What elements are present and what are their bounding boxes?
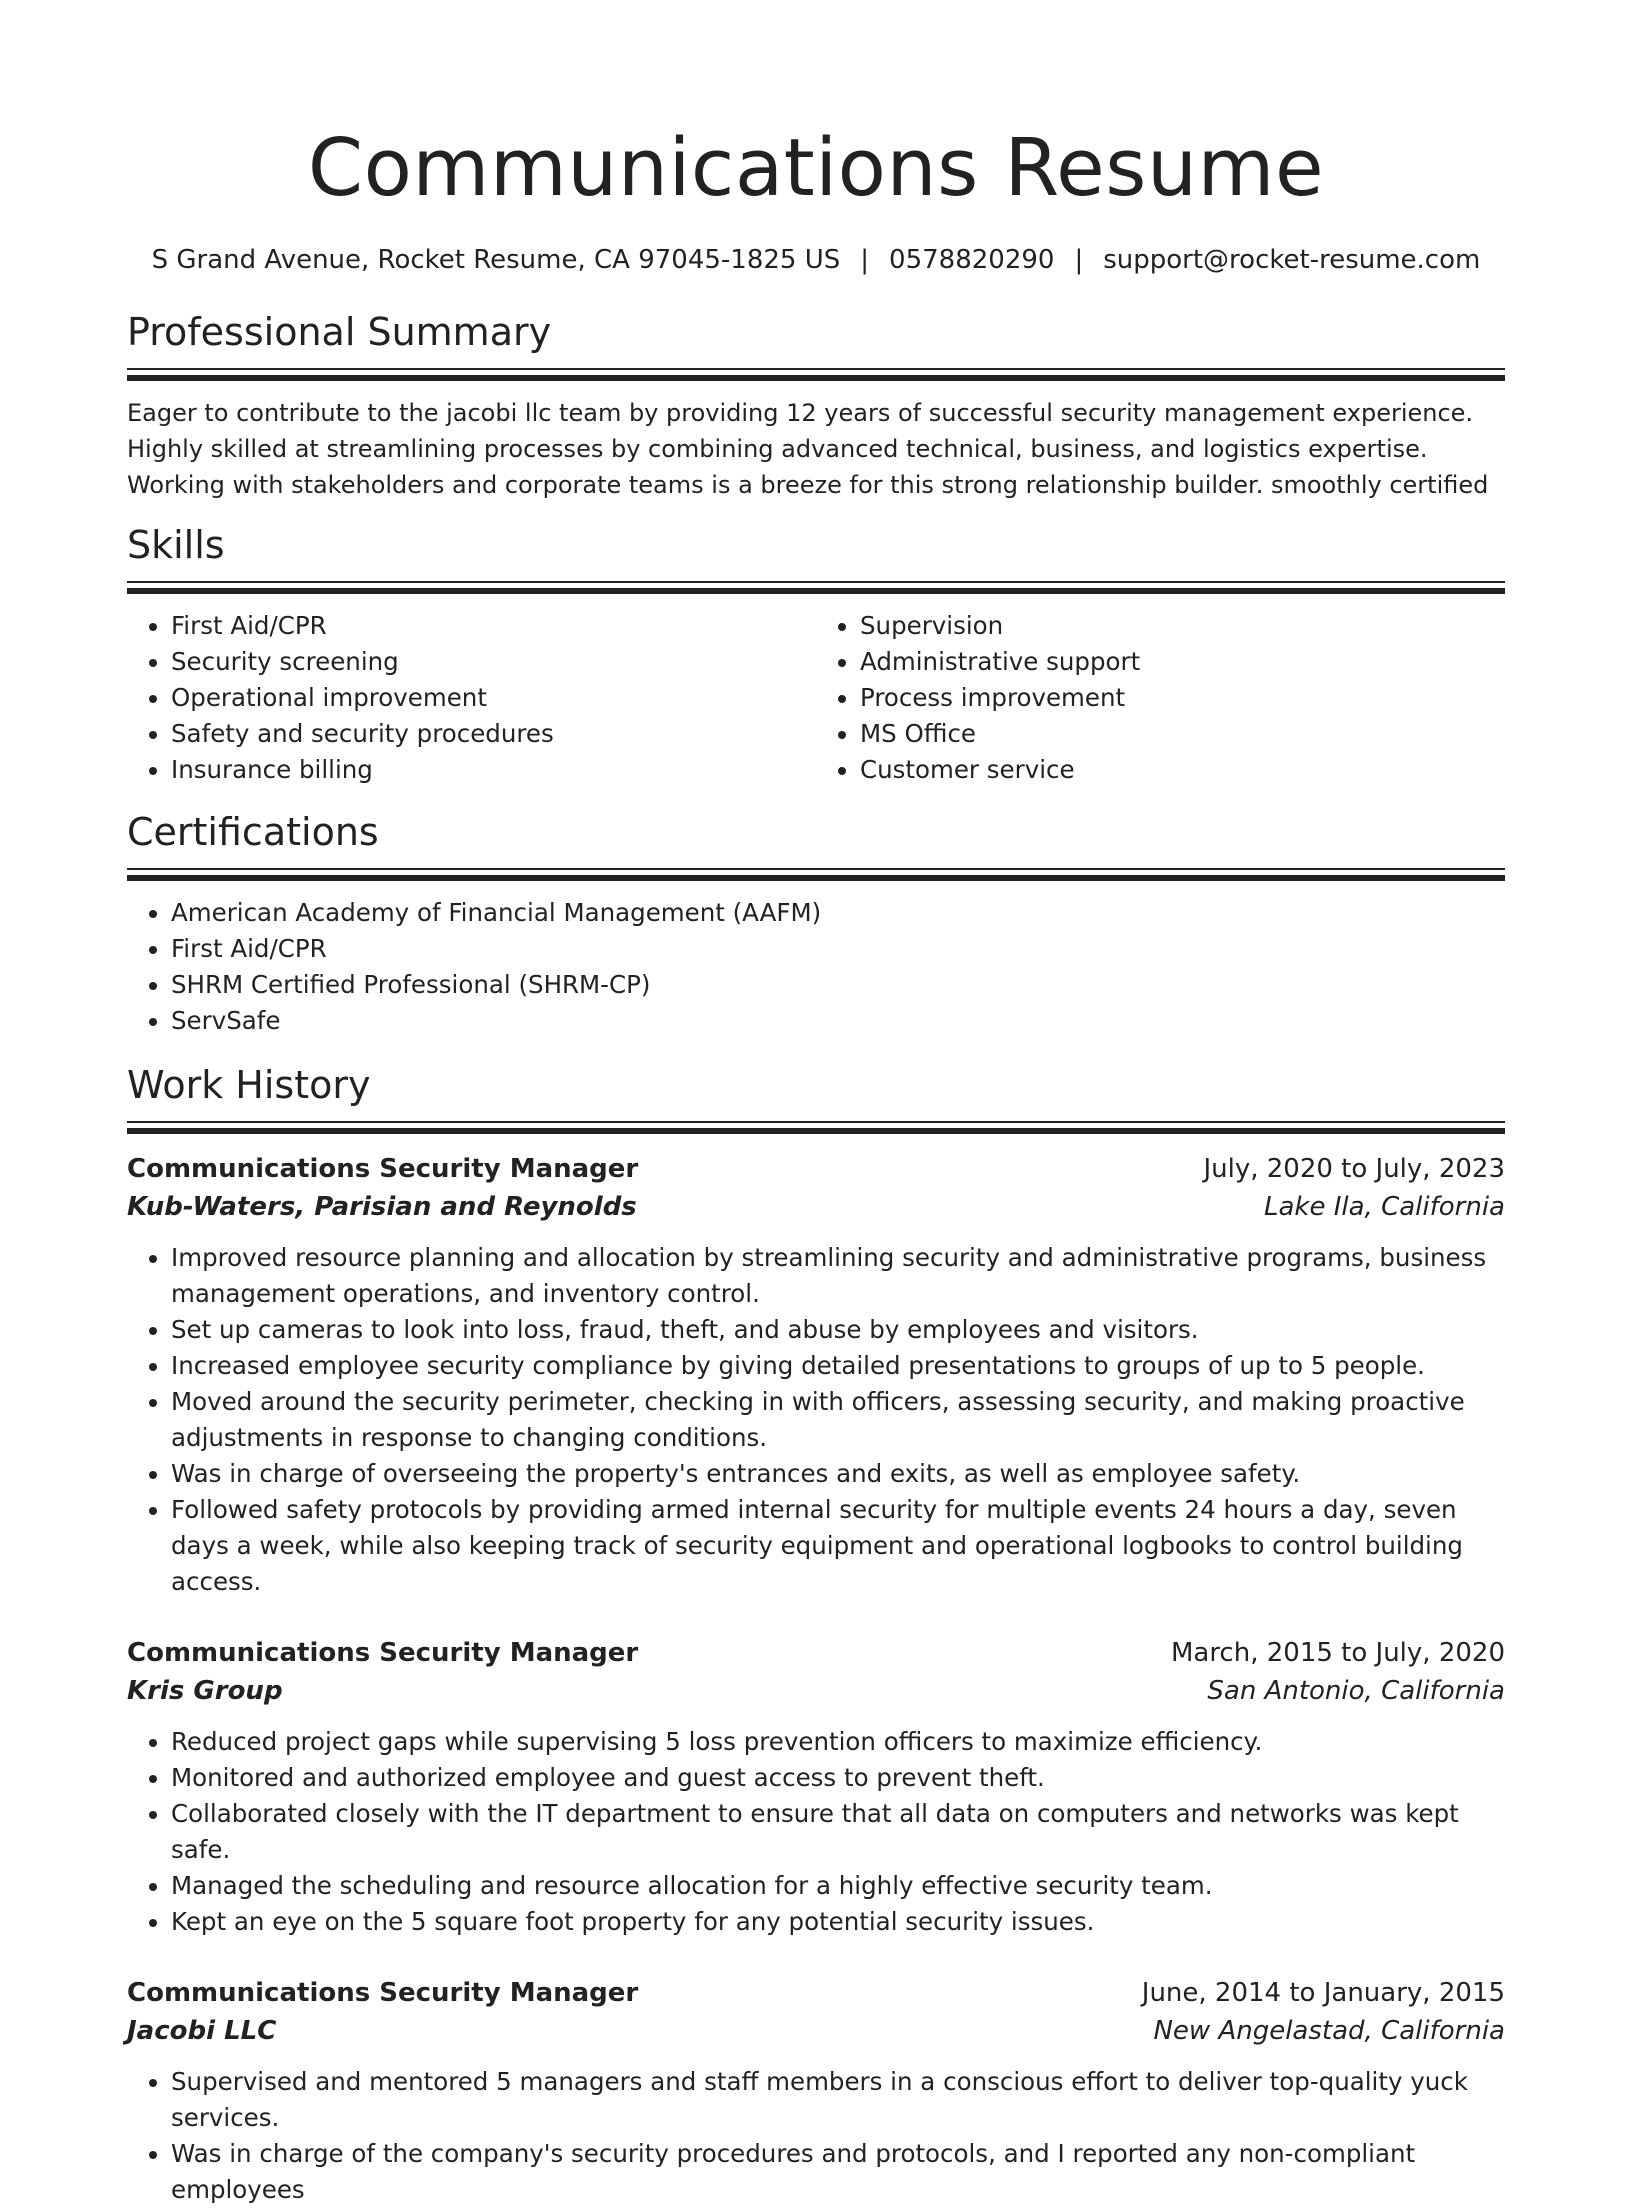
certification-item: • ServSafe: [171, 1003, 1505, 1039]
section-divider: [127, 581, 1505, 594]
section-divider: [127, 368, 1505, 381]
job-bullet: • Collaborated closely with the IT department to ensure that all data on computers and networks was kept safe.: [171, 1796, 1505, 1868]
contact-phone: 0578820290: [889, 245, 1055, 275]
job-location: New Angelastad, California: [1153, 2016, 1505, 2046]
job-bullet: • Followed safety protocols by providing armed internal security for multiple events 24 hours a day, seven days a week, while also keeping track of security equipment and operational logbooks to control building access.: [171, 1492, 1505, 1600]
job-dates: July, 2020 to July, 2023: [1203, 1154, 1505, 1184]
job-bullet: • Set up cameras to look into loss, fraud, theft, and abuse by employees and visitors.: [171, 1312, 1505, 1348]
job-bullet: • Supervised and mentored 5 managers and staff members in a conscious effort to deliver top-quality yuck services.: [171, 2064, 1505, 2136]
skill-item: • Customer service: [860, 752, 1505, 788]
work-history-section: [127, 1061, 1505, 2208]
contact-separator: |: [1074, 245, 1084, 275]
summary-text: Eager to contribute to the jacobi llc team by providing 12 years of successful security management experience. Highly skilled at streamlining processes by combining advanced technical, business, and logistics expertise. Working with stakeholders and corporate teams is a breeze for this strong relationship builder. smoothly certified: [127, 399, 1489, 499]
job-company: Jacobi LLC: [127, 2016, 277, 2046]
job-bullets: [127, 1240, 1505, 1600]
certification-item: • American Academy of Financial Management (AAFM): [171, 895, 1505, 931]
job-bullet: • Managed the scheduling and resource allocation for a highly effective security team.: [171, 1868, 1505, 1904]
skill-item: • Operational improvement: [171, 680, 816, 716]
certifications-heading: Certifications: [127, 810, 379, 854]
skill-item: • First Aid/CPR: [171, 608, 816, 644]
job-bullet: • Kept an eye on the 5 square foot property for any potential security issues.: [171, 1904, 1505, 1940]
skill-item: • Insurance billing: [171, 752, 816, 788]
certifications-list: [127, 895, 1505, 1039]
job-bullet: • Increased employee security compliance by giving detailed presentations to groups of up to 5 people.: [171, 1348, 1505, 1384]
job-location: San Antonio, California: [1207, 1676, 1505, 1706]
job-location: Lake Ila, California: [1263, 1192, 1505, 1222]
certifications-section: [127, 808, 1505, 1039]
job-bullet: • Monitored and authorized employee and guest access to prevent theft.: [171, 1760, 1505, 1796]
job-bullet: • Improved resource planning and allocation by streamlining security and administrative programs, business management operations, and inventory control.: [171, 1240, 1505, 1312]
contact-separator: |: [860, 245, 870, 275]
job-title: Communications Security Manager: [127, 1978, 639, 2008]
contact-address: S Grand Avenue, Rocket Resume, CA 97045-1825 US: [151, 245, 841, 275]
job-title: Communications Security Manager: [127, 1154, 639, 1184]
skills-columns: [127, 608, 1505, 788]
skill-item: • Safety and security procedures: [171, 716, 816, 752]
job-bullet: • Reduced project gaps while supervising 5 loss prevention officers to maximize efficiency.: [171, 1724, 1505, 1760]
job-header-row: [127, 1974, 1505, 2012]
section-divider: [127, 1121, 1505, 1134]
skill-item: • MS Office: [860, 716, 1505, 752]
job-company-row: [127, 2012, 1505, 2050]
job-bullet: • Was in charge of overseeing the property's entrances and exits, as well as employee safety.: [171, 1456, 1505, 1492]
job-bullets: [127, 2064, 1505, 2208]
skill-item: • Administrative support: [860, 644, 1505, 680]
job-header-row: [127, 1150, 1505, 1188]
contact-line: [127, 242, 1505, 278]
job-bullet: • Moved around the security perimeter, checking in with officers, assessing security, and making proactive adjustments in response to changing conditions.: [171, 1384, 1505, 1456]
job-header-row: [127, 1634, 1505, 1672]
job-company: Kris Group: [127, 1676, 283, 1706]
resume-title: Communications Resume: [307, 122, 1325, 214]
contact-email[interactable]: support@rocket-resume.com: [1103, 245, 1481, 275]
section-divider: [127, 868, 1505, 881]
skills-heading: Skills: [127, 523, 225, 567]
skills-list-left: [127, 608, 816, 788]
job-entry: [127, 1150, 1505, 1600]
certification-item: • First Aid/CPR: [171, 931, 1505, 967]
job-company-row: [127, 1188, 1505, 1226]
job-entry: [127, 1634, 1505, 1940]
job-company-row: [127, 1672, 1505, 1710]
certification-item: • SHRM Certified Professional (SHRM-CP): [171, 967, 1505, 1003]
job-bullet: • Was in charge of the company's security procedures and protocols, and I reported any non-compliant employees: [171, 2136, 1505, 2208]
job-company: Kub-Waters, Parisian and Reynolds: [127, 1192, 637, 1222]
job-title: Communications Security Manager: [127, 1638, 639, 1668]
job-dates: June, 2014 to January, 2015: [1141, 1978, 1505, 2008]
skill-item: • Supervision: [860, 608, 1505, 644]
skills-list-right: [816, 608, 1505, 788]
summary-heading: Professional Summary: [127, 310, 552, 354]
job-bullets: [127, 1724, 1505, 1940]
job-dates: March, 2015 to July, 2020: [1170, 1638, 1505, 1668]
summary-section: [127, 308, 1505, 503]
work-history-heading: Work History: [127, 1063, 371, 1107]
job-entry: [127, 1974, 1505, 2208]
skills-section: [127, 521, 1505, 788]
skill-item: • Security screening: [171, 644, 816, 680]
skill-item: • Process improvement: [860, 680, 1505, 716]
